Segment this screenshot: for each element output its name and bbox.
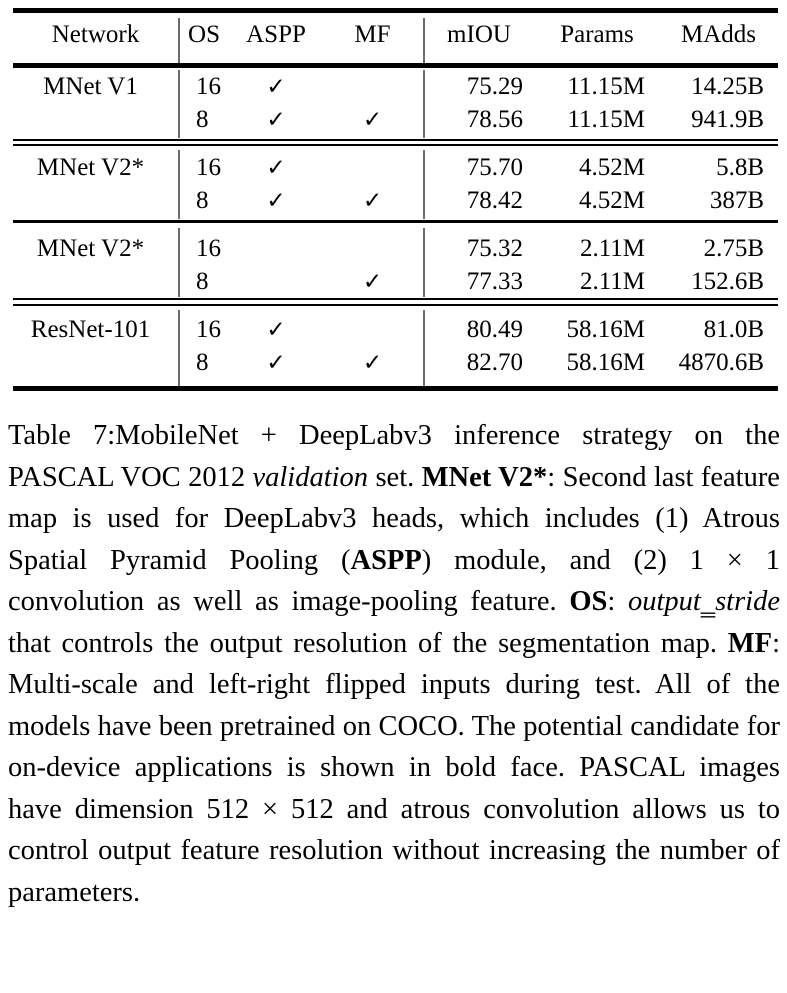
cell-mf-check	[322, 63, 423, 103]
cell-params: 2.11M	[579, 268, 645, 295]
caption-text-7: : Multi-scale and left-right flipped inputs during test. All of the models have been pretrained on COCO. The potential candidate for on-device applications is shown in bold face. PASCAL images have dimension 512 × 512 and atrous convolution allows us to control output feature resolution without increasing the number of parameters.	[8, 627, 780, 908]
cell-params: 58.16M	[566, 349, 645, 376]
caption-bold-aspp: ASPP	[350, 544, 422, 576]
cell-madds: 387B	[709, 187, 764, 214]
table-row	[13, 306, 778, 346]
vertical-rule-mf-miou-g2	[423, 150, 425, 219]
column-header-os: OS	[188, 21, 220, 48]
cell-miou: 75.29	[466, 73, 523, 100]
table-row	[13, 144, 778, 184]
cell-aspp-check: ✓	[266, 188, 286, 213]
cell-network: MNet V2*	[36, 154, 145, 181]
cell-mf-check: ✓	[362, 350, 383, 375]
cell-madds: 14.25B	[691, 73, 764, 100]
group-separator-1b	[13, 144, 778, 146]
table-row	[13, 184, 778, 225]
column-header-miou: mIOU	[447, 21, 511, 48]
vertical-rule-network-os-header	[178, 18, 180, 63]
cell-params: 11.15M	[567, 73, 645, 100]
cell-params: 4.52M	[579, 187, 645, 214]
vertical-rule-network-os-g1	[178, 70, 180, 138]
vertical-rule-mf-miou-header	[423, 18, 425, 63]
cell-miou: 75.32	[466, 235, 523, 262]
table-bottom-rule	[13, 386, 778, 391]
cell-network	[13, 184, 178, 225]
caption-emph-output-stride: output‗stride	[628, 586, 781, 617]
cell-params: 2.11M	[579, 235, 645, 262]
cell-mf-check	[322, 306, 423, 346]
cell-mf-check	[322, 144, 423, 184]
cell-network	[13, 346, 178, 387]
cell-aspp-check: ✓	[266, 74, 286, 99]
cell-mf-check	[322, 225, 423, 265]
cell-aspp-check	[230, 225, 322, 265]
group-separator-3a	[13, 298, 778, 300]
column-header-mf: MF	[354, 21, 391, 48]
cell-madds: 81.0B	[703, 316, 764, 343]
cell-miou: 78.56	[466, 106, 523, 133]
table-row	[13, 103, 778, 144]
group-separator-1a	[13, 139, 778, 141]
caption-label: Table 7:	[8, 420, 116, 451]
cell-os: 8	[196, 106, 209, 133]
cell-os: 16	[196, 316, 221, 343]
cell-aspp-check: ✓	[266, 350, 286, 375]
cell-params: 58.16M	[566, 316, 645, 343]
results-table-container	[13, 8, 778, 387]
cell-miou: 80.49	[466, 316, 523, 343]
cell-aspp-check: ✓	[266, 107, 286, 132]
group-separator-2	[13, 220, 778, 223]
table-header-rule	[13, 63, 778, 68]
cell-os: 8	[196, 349, 209, 376]
vertical-rule-network-os-g4	[178, 310, 180, 386]
cell-madds: 5.8B	[716, 154, 764, 181]
cell-miou: 77.33	[466, 268, 523, 295]
caption-emph-validation: validation	[252, 461, 369, 493]
cell-madds: 2.75B	[703, 235, 764, 262]
table-header-row	[13, 8, 778, 63]
caption-bold-mnetv2: MNet V2*	[421, 461, 548, 493]
cell-os: 16	[196, 154, 221, 181]
caption-bold-os: OS	[569, 586, 608, 617]
table-top-rule	[13, 8, 778, 13]
cell-madds: 152.6B	[691, 268, 764, 295]
group-separator-3b	[13, 304, 778, 306]
caption-text-3: : Second last feature map is used for DeepLabv3 heads, which includes (1) Atrous Spatial Pyramid Pooling (	[8, 461, 780, 576]
cell-network: MNet V1	[43, 73, 138, 100]
cell-mf-check: ✓	[362, 107, 383, 132]
table-row	[13, 346, 778, 387]
cell-network	[13, 103, 178, 144]
caption-bold-mf: MF	[727, 627, 773, 659]
cell-mf-check: ✓	[362, 188, 383, 213]
column-header-aspp: ASPP	[246, 21, 306, 48]
column-header-madds: MAdds	[680, 21, 756, 48]
cell-mf-check: ✓	[362, 269, 383, 294]
vertical-rule-mf-miou-g3	[423, 228, 425, 297]
caption-text-5: :	[607, 586, 628, 617]
table-caption	[8, 415, 780, 913]
vertical-rule-network-os-g2	[178, 150, 180, 219]
caption-text-4: ) module, and (2) 1 × 1 convolution as well as image-pooling feature.	[8, 544, 780, 617]
cell-params: 11.15M	[567, 106, 645, 133]
table-row	[13, 225, 778, 265]
cell-madds: 941.9B	[691, 106, 764, 133]
cell-os: 8	[196, 268, 209, 295]
vertical-rule-mf-miou-g1	[423, 70, 425, 138]
vertical-rule-network-os-g3	[178, 228, 180, 297]
column-header-network: Network	[51, 21, 140, 48]
caption-text-6: that controls the output resolution of the segmentation map.	[8, 627, 728, 659]
cell-network: ResNet-101	[30, 316, 151, 343]
caption-text-1: MobileNet + DeepLabv3 inference strategy on the PASCAL VOC 2012	[8, 420, 780, 493]
cell-os: 8	[196, 187, 209, 214]
table-row	[13, 63, 778, 103]
cell-madds: 4870.6B	[678, 349, 764, 376]
cell-aspp-check: ✓	[266, 155, 286, 180]
cell-os: 16	[196, 235, 221, 262]
cell-miou: 82.70	[466, 349, 523, 376]
column-header-params: Params	[560, 21, 634, 48]
cell-aspp-check: ✓	[266, 317, 286, 342]
cell-miou: 78.42	[466, 187, 523, 214]
vertical-rule-mf-miou-g4	[423, 310, 425, 386]
caption-text-2: set.	[368, 461, 422, 493]
cell-os: 16	[196, 73, 221, 100]
cell-network: MNet V2*	[36, 235, 145, 262]
cell-params: 4.52M	[579, 154, 645, 181]
cell-miou: 75.70	[466, 154, 523, 181]
